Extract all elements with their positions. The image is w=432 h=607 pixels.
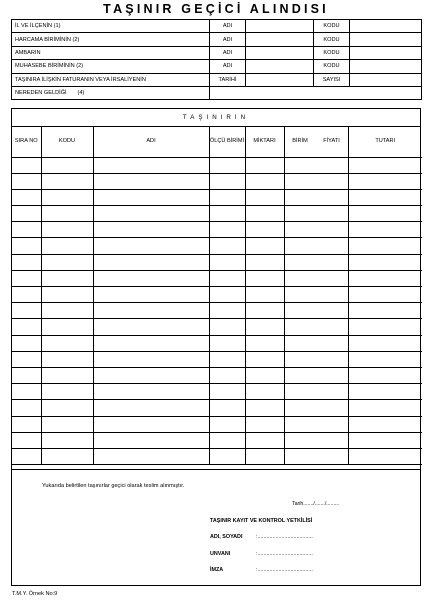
header-row-col1-value[interactable] bbox=[246, 33, 314, 46]
table-cell[interactable] bbox=[93, 432, 209, 448]
table-cell[interactable] bbox=[12, 238, 41, 254]
table-cell[interactable] bbox=[209, 319, 245, 335]
table-cell[interactable] bbox=[348, 173, 422, 189]
table-cell[interactable] bbox=[12, 206, 41, 222]
table-cell[interactable] bbox=[93, 384, 209, 400]
table-cell[interactable] bbox=[245, 287, 284, 303]
table-cell[interactable] bbox=[93, 303, 209, 319]
table-cell[interactable] bbox=[284, 270, 348, 286]
source-note: (4) bbox=[77, 90, 85, 97]
table-cell[interactable] bbox=[12, 384, 41, 400]
header-row bbox=[12, 20, 422, 33]
table-cell[interactable] bbox=[284, 432, 348, 448]
table-cell[interactable] bbox=[348, 287, 422, 303]
table-cell[interactable] bbox=[245, 335, 284, 351]
table-cell[interactable] bbox=[12, 173, 41, 189]
table-row bbox=[12, 384, 422, 400]
table-cell[interactable] bbox=[245, 189, 284, 205]
table-cell[interactable] bbox=[245, 384, 284, 400]
table-cell[interactable] bbox=[245, 448, 284, 464]
table-cell[interactable] bbox=[41, 173, 93, 189]
table-row bbox=[12, 287, 422, 303]
header-row bbox=[12, 60, 422, 73]
table-cell[interactable] bbox=[348, 254, 422, 270]
table-cell[interactable] bbox=[93, 287, 209, 303]
table-cell[interactable] bbox=[284, 173, 348, 189]
header-row bbox=[12, 46, 422, 59]
table-cell[interactable] bbox=[284, 222, 348, 238]
table-cell[interactable] bbox=[41, 222, 93, 238]
header-info-table bbox=[11, 19, 422, 100]
col-olcu-birimi: ÖLÇÜ BİRİMİ bbox=[209, 126, 245, 157]
table-cell[interactable] bbox=[12, 335, 41, 351]
table-row bbox=[12, 367, 422, 383]
table-cell[interactable] bbox=[348, 432, 422, 448]
table-cell[interactable] bbox=[245, 270, 284, 286]
table-cell[interactable] bbox=[348, 189, 422, 205]
table-cell[interactable] bbox=[41, 384, 93, 400]
table-cell[interactable] bbox=[12, 367, 41, 383]
table-cell[interactable] bbox=[93, 400, 209, 416]
table-row bbox=[12, 222, 422, 238]
table-cell[interactable] bbox=[41, 432, 93, 448]
header-row-col1-label: ADI bbox=[210, 33, 246, 46]
header-row-label: AMBARIN bbox=[12, 46, 210, 59]
table-row bbox=[12, 319, 422, 335]
header-row-col2-label: SAYISI bbox=[314, 73, 350, 86]
table-cell[interactable] bbox=[41, 335, 93, 351]
table-row bbox=[12, 270, 422, 286]
items-header-row bbox=[12, 126, 422, 157]
table-cell[interactable] bbox=[245, 206, 284, 222]
table-cell[interactable] bbox=[284, 238, 348, 254]
signature-label: İMZA bbox=[210, 567, 224, 573]
table-cell[interactable] bbox=[12, 319, 41, 335]
header-row-col2-label: KODU bbox=[314, 60, 350, 73]
table-cell[interactable] bbox=[41, 448, 93, 464]
table-cell[interactable] bbox=[209, 270, 245, 286]
table-cell[interactable] bbox=[284, 400, 348, 416]
header-row-label: HARCAMA BİRİMİNİN (2) bbox=[12, 33, 210, 46]
table-cell[interactable] bbox=[41, 400, 93, 416]
table-cell[interactable] bbox=[93, 238, 209, 254]
header-row-label: TAŞINIRA İLİŞKİN FATURANIN VEYA İRSALİYENİN bbox=[12, 73, 210, 86]
table-cell[interactable] bbox=[41, 206, 93, 222]
table-cell[interactable] bbox=[348, 416, 422, 432]
table-cell[interactable] bbox=[12, 416, 41, 432]
table-cell[interactable] bbox=[284, 287, 348, 303]
table-cell[interactable] bbox=[41, 287, 93, 303]
table-cell[interactable] bbox=[41, 351, 93, 367]
col-tutari: TUTARI bbox=[348, 126, 422, 157]
table-cell[interactable] bbox=[41, 270, 93, 286]
header-row-col1-label: ADI bbox=[210, 60, 246, 73]
name-label: ADI, SOYADI bbox=[210, 534, 243, 540]
col-birim-label: BİRİM bbox=[292, 137, 308, 144]
header-row-label: MUHASEBE BİRİMİNİN (2) bbox=[12, 60, 210, 73]
header-row-col1-value[interactable] bbox=[246, 60, 314, 73]
table-cell[interactable] bbox=[12, 351, 41, 367]
table-cell[interactable] bbox=[245, 238, 284, 254]
header-row-col2-label: KODU bbox=[314, 33, 350, 46]
table-cell[interactable] bbox=[284, 254, 348, 270]
source-label-text: NEREDEN GELDİĞİ bbox=[15, 90, 67, 97]
table-cell[interactable] bbox=[245, 254, 284, 270]
table-cell[interactable] bbox=[93, 448, 209, 464]
header-row-col2-label: KODU bbox=[314, 20, 350, 33]
col-miktari: MİKTARI bbox=[245, 126, 284, 157]
signature-field[interactable]: :..................................... bbox=[256, 567, 313, 573]
table-cell[interactable] bbox=[284, 189, 348, 205]
table-row bbox=[12, 238, 422, 254]
col-sira-no: SIRA NO bbox=[12, 126, 41, 157]
table-cell[interactable] bbox=[12, 157, 41, 173]
table-cell[interactable] bbox=[41, 238, 93, 254]
items-section-title: TAŞINIRIN bbox=[12, 109, 420, 127]
table-cell[interactable] bbox=[284, 416, 348, 432]
table-cell[interactable] bbox=[284, 367, 348, 383]
table-cell[interactable] bbox=[93, 335, 209, 351]
table-row bbox=[12, 416, 422, 432]
table-cell[interactable] bbox=[348, 351, 422, 367]
receipt-statement: Yukarıda belirtilen taşınırlar geçici olarak teslim alınmıştır. bbox=[42, 483, 185, 489]
table-row bbox=[12, 448, 422, 464]
table-row bbox=[12, 351, 422, 367]
table-cell[interactable] bbox=[245, 367, 284, 383]
table-cell[interactable] bbox=[284, 384, 348, 400]
table-cell[interactable] bbox=[209, 384, 245, 400]
table-cell[interactable] bbox=[209, 335, 245, 351]
table-cell[interactable] bbox=[209, 238, 245, 254]
table-cell[interactable] bbox=[93, 206, 209, 222]
header-row-col2-value[interactable] bbox=[350, 60, 422, 73]
table-cell[interactable] bbox=[245, 400, 284, 416]
items-table bbox=[12, 126, 422, 465]
table-cell[interactable] bbox=[209, 254, 245, 270]
table-cell[interactable] bbox=[284, 448, 348, 464]
form-code: T.M.Y. Örnek No:9 bbox=[12, 591, 58, 597]
table-row bbox=[12, 254, 422, 270]
table-row bbox=[12, 189, 422, 205]
table-cell[interactable] bbox=[41, 254, 93, 270]
title-label: UNVANI bbox=[210, 551, 231, 557]
table-cell[interactable] bbox=[209, 400, 245, 416]
items-section bbox=[11, 108, 421, 586]
table-cell[interactable] bbox=[284, 206, 348, 222]
header-row-col2-value[interactable] bbox=[350, 46, 422, 59]
table-cell[interactable] bbox=[348, 157, 422, 173]
header-row bbox=[12, 73, 422, 86]
table-cell[interactable] bbox=[209, 416, 245, 432]
table-cell[interactable] bbox=[93, 157, 209, 173]
table-cell[interactable] bbox=[41, 157, 93, 173]
table-row bbox=[12, 400, 422, 416]
header-row-col2-value[interactable] bbox=[350, 33, 422, 46]
table-cell[interactable] bbox=[93, 254, 209, 270]
col-adi: ADI bbox=[93, 126, 209, 157]
table-cell[interactable] bbox=[348, 222, 422, 238]
table-cell[interactable] bbox=[245, 303, 284, 319]
name-field[interactable]: :..................................... bbox=[256, 534, 313, 540]
table-cell[interactable] bbox=[41, 189, 93, 205]
table-cell[interactable] bbox=[284, 303, 348, 319]
header-row bbox=[12, 33, 422, 46]
table-cell[interactable] bbox=[348, 206, 422, 222]
table-cell[interactable] bbox=[12, 270, 41, 286]
table-cell[interactable] bbox=[41, 303, 93, 319]
col-fiyati-label: FİYATI bbox=[323, 137, 340, 144]
date-field[interactable]: Tarih......./......./......... bbox=[292, 501, 340, 507]
table-row bbox=[12, 173, 422, 189]
source-row-value[interactable] bbox=[210, 86, 422, 99]
title-field[interactable]: :..................................... bbox=[256, 551, 313, 557]
table-cell[interactable] bbox=[348, 238, 422, 254]
form-title: TAŞINIR GEÇİCİ ALINDISI bbox=[103, 2, 329, 16]
table-cell[interactable] bbox=[93, 189, 209, 205]
table-cell[interactable] bbox=[245, 351, 284, 367]
table-cell[interactable] bbox=[12, 189, 41, 205]
table-cell[interactable] bbox=[209, 173, 245, 189]
table-cell[interactable] bbox=[41, 367, 93, 383]
table-cell[interactable] bbox=[245, 416, 284, 432]
table-cell[interactable] bbox=[348, 270, 422, 286]
source-row-label bbox=[12, 86, 210, 99]
table-cell[interactable] bbox=[93, 367, 209, 383]
table-cell[interactable] bbox=[245, 222, 284, 238]
table-cell[interactable] bbox=[93, 319, 209, 335]
table-cell[interactable] bbox=[284, 335, 348, 351]
table-cell[interactable] bbox=[12, 254, 41, 270]
table-row bbox=[12, 303, 422, 319]
table-row bbox=[12, 335, 422, 351]
header-row-col1-value[interactable] bbox=[246, 46, 314, 59]
table-cell[interactable] bbox=[209, 351, 245, 367]
table-cell[interactable] bbox=[348, 400, 422, 416]
table-cell[interactable] bbox=[348, 335, 422, 351]
table-cell[interactable] bbox=[348, 303, 422, 319]
table-cell[interactable] bbox=[12, 222, 41, 238]
table-cell[interactable] bbox=[348, 384, 422, 400]
table-cell[interactable] bbox=[209, 287, 245, 303]
table-cell[interactable] bbox=[348, 319, 422, 335]
table-cell[interactable] bbox=[284, 319, 348, 335]
table-cell[interactable] bbox=[12, 448, 41, 464]
table-cell[interactable] bbox=[245, 173, 284, 189]
table-cell[interactable] bbox=[12, 400, 41, 416]
header-row-label: İL VE İLÇENİN (1) bbox=[12, 20, 210, 33]
header-row-col2-value[interactable] bbox=[350, 20, 422, 33]
authority-title: TAŞINIR KAYIT VE KONTROL YETKİLİSİ bbox=[210, 518, 313, 524]
table-cell[interactable] bbox=[93, 222, 209, 238]
table-cell[interactable] bbox=[41, 416, 93, 432]
table-cell[interactable] bbox=[209, 189, 245, 205]
table-cell[interactable] bbox=[93, 351, 209, 367]
table-cell[interactable] bbox=[12, 432, 41, 448]
table-row bbox=[12, 157, 422, 173]
col-birim-fiyati bbox=[284, 126, 348, 157]
header-row-col1-label: ADI bbox=[210, 20, 246, 33]
col-kodu: KODU bbox=[41, 126, 93, 157]
table-cell[interactable] bbox=[93, 173, 209, 189]
table-cell[interactable] bbox=[245, 157, 284, 173]
table-cell[interactable] bbox=[284, 351, 348, 367]
table-cell[interactable] bbox=[245, 319, 284, 335]
source-row bbox=[12, 86, 422, 99]
header-row-col1-label: ADI bbox=[210, 46, 246, 59]
header-row-col1-label: TARİHİ bbox=[210, 73, 246, 86]
table-cell[interactable] bbox=[284, 157, 348, 173]
table-row bbox=[12, 206, 422, 222]
table-cell[interactable] bbox=[93, 416, 209, 432]
table-cell[interactable] bbox=[209, 303, 245, 319]
table-cell[interactable] bbox=[348, 367, 422, 383]
table-cell[interactable] bbox=[93, 270, 209, 286]
table-cell[interactable] bbox=[209, 222, 245, 238]
header-row-col1-value[interactable] bbox=[246, 20, 314, 33]
approval-area bbox=[12, 469, 420, 588]
table-cell[interactable] bbox=[209, 448, 245, 464]
header-row-col2-value[interactable] bbox=[350, 73, 422, 86]
table-cell[interactable] bbox=[209, 432, 245, 448]
table-cell[interactable] bbox=[348, 448, 422, 464]
header-row-col1-value[interactable] bbox=[246, 73, 314, 86]
table-cell[interactable] bbox=[209, 157, 245, 173]
table-cell[interactable] bbox=[209, 367, 245, 383]
table-cell[interactable] bbox=[245, 432, 284, 448]
table-cell[interactable] bbox=[12, 303, 41, 319]
table-row bbox=[12, 432, 422, 448]
table-cell[interactable] bbox=[41, 319, 93, 335]
table-cell[interactable] bbox=[12, 287, 41, 303]
table-cell[interactable] bbox=[209, 206, 245, 222]
header-row-col2-label: KODU bbox=[314, 46, 350, 59]
